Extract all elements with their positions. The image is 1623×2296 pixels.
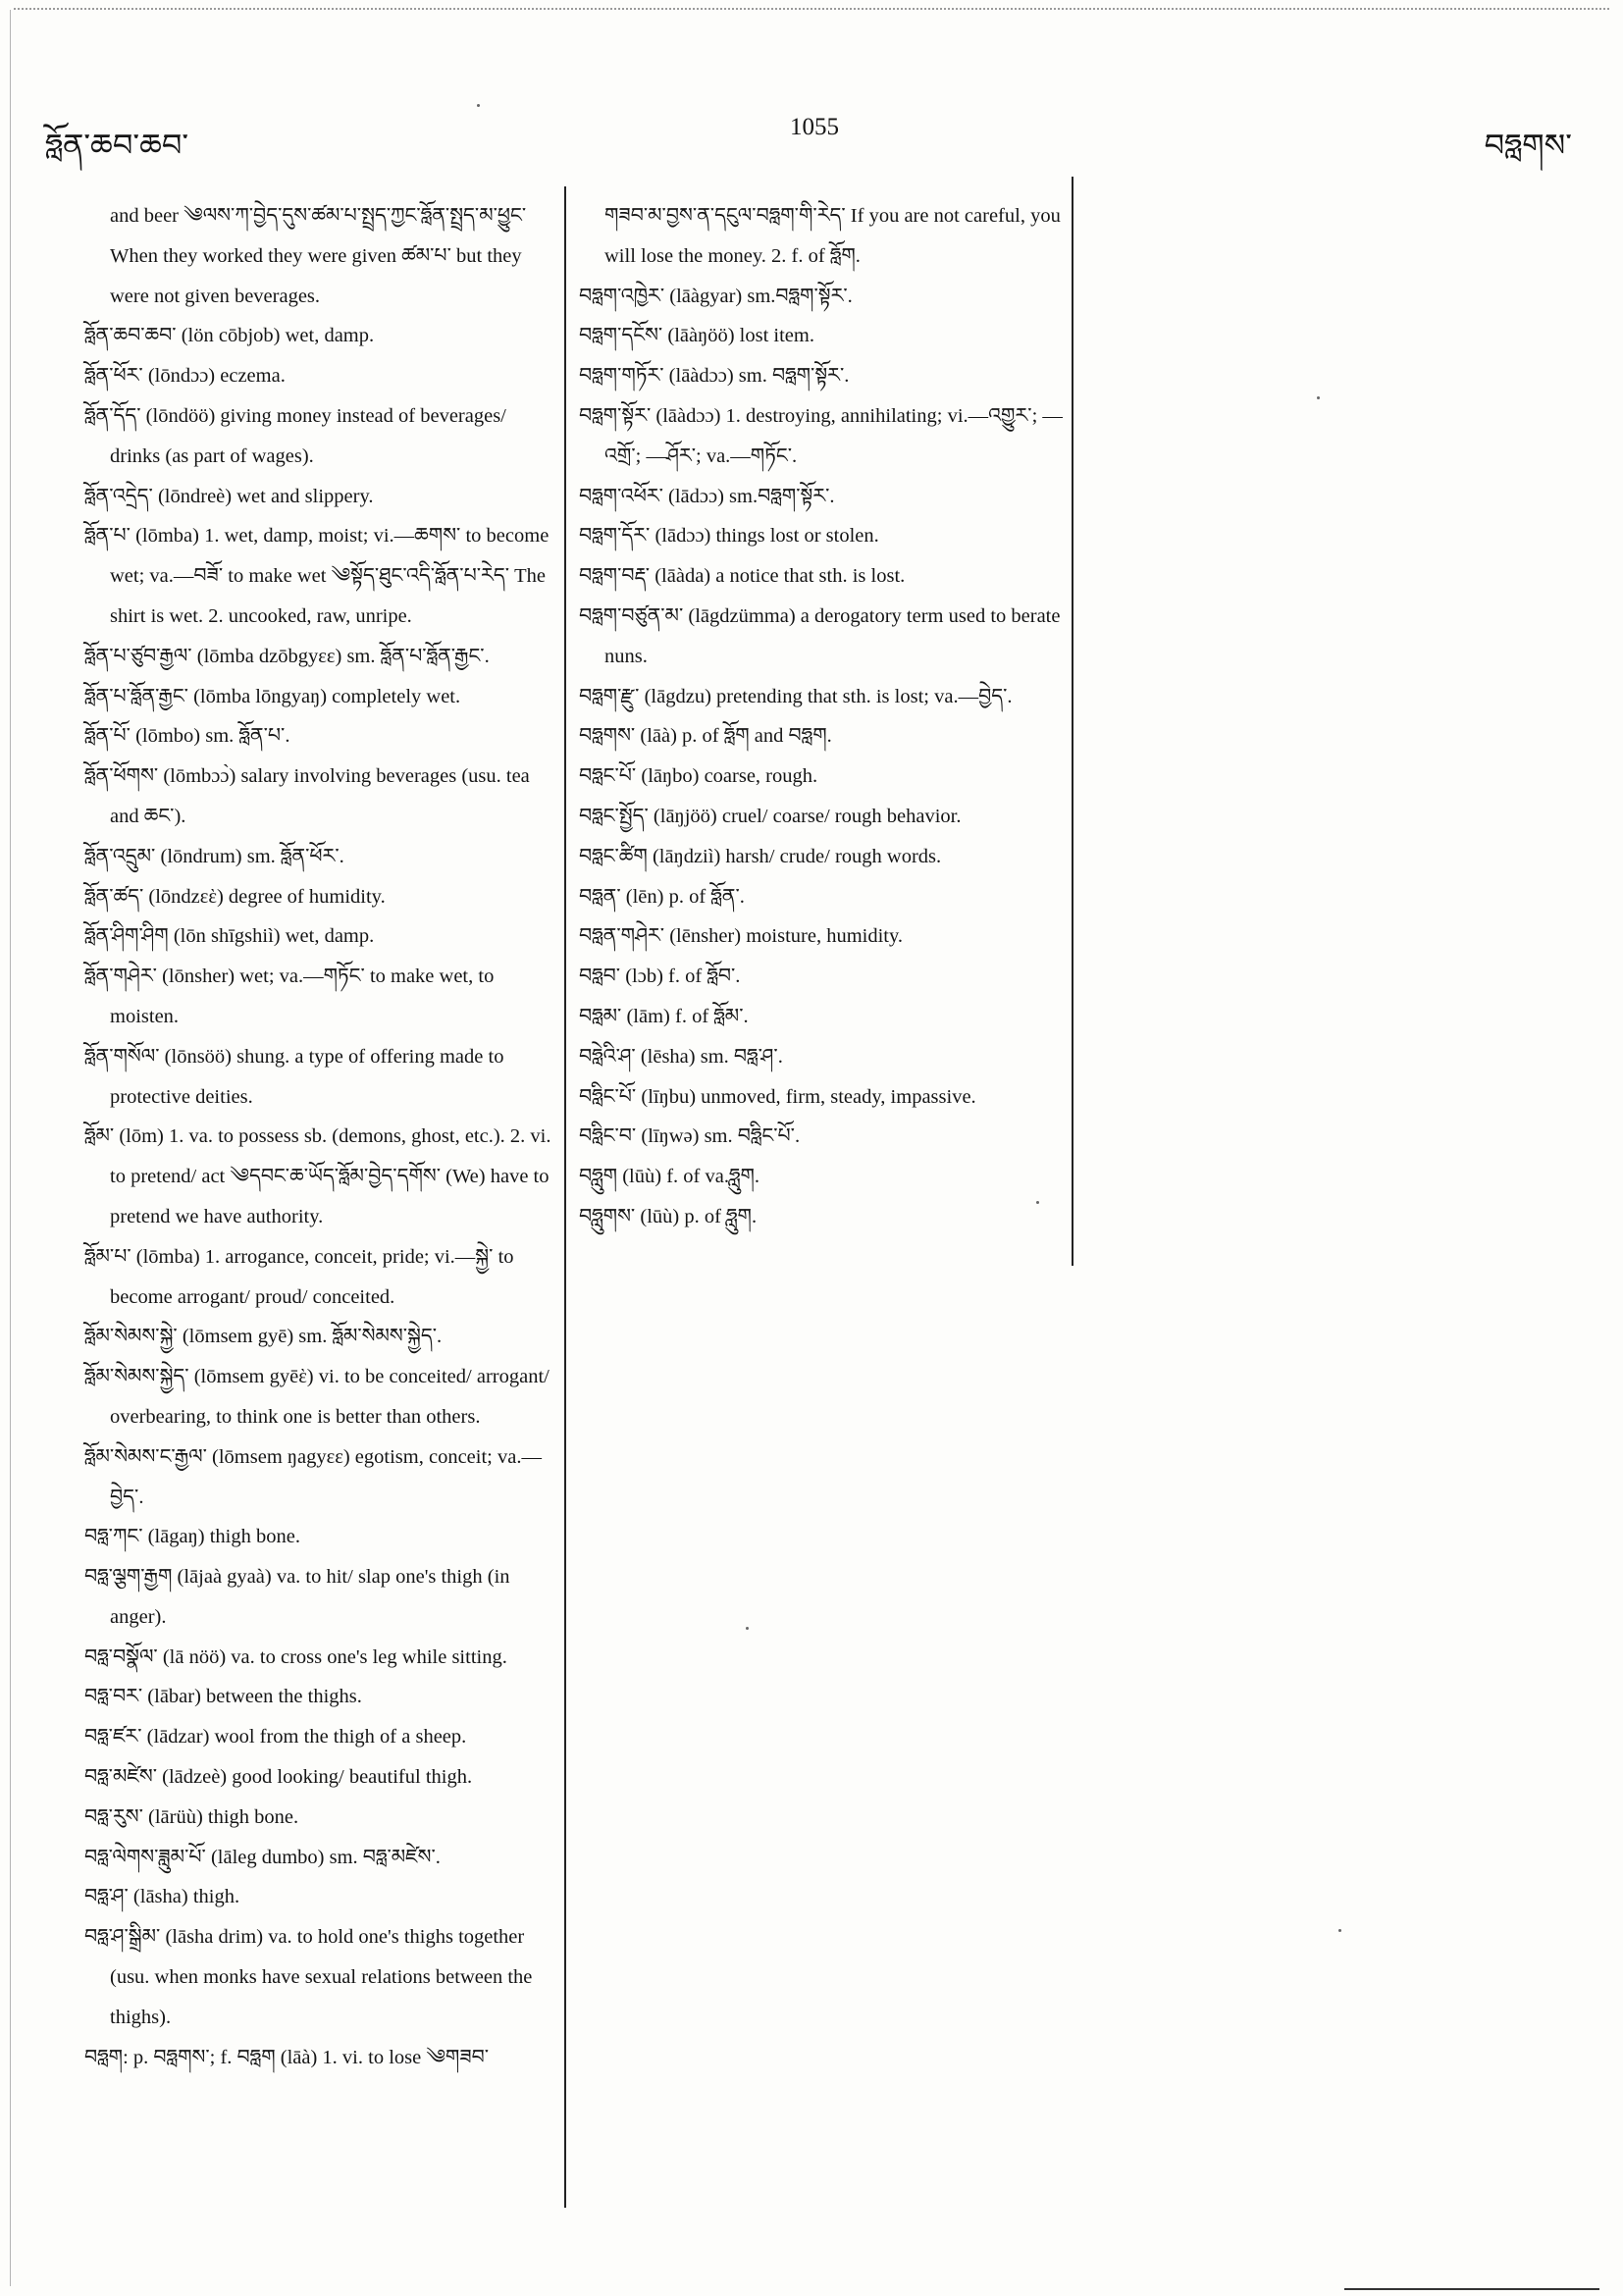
dictionary-entry: ཧློན་ཕོར་ (lōndɔɔ) eczema.: [84, 365, 286, 388]
dictionary-entry: ཧློན་ཚད་ (lōndzεὲ) degree of humidity.: [84, 885, 386, 908]
dictionary-entry: བཧླིང་པོ་ (līŋbu) unmoved, firm, steady, impassive.: [579, 1085, 976, 1108]
dictionary-entry: ཧློན་འདྲེད་ (lōndreè) wet and slippery.: [84, 485, 374, 507]
dictionary-entry: བཧླམ་ (lām) f. of ཧློམ་.: [579, 1005, 749, 1027]
bottom-scan-line: [1344, 2288, 1599, 2290]
dictionary-entry: ཧློན་པོ་ (lōmbo) sm. ཧློན་པ་.: [84, 725, 290, 748]
column-divider-left: [564, 186, 566, 2208]
dictionary-entry: ཧློན་འདྲུམ་ (lōndrum) sm. ཧློན་ཕོར་.: [84, 845, 344, 867]
dictionary-entry: ཧློན་གསོལ་ (lōnsöö) shung. a type of offering made to protective deities.: [84, 1045, 504, 1108]
dictionary-entry: བཧླག་དོར་ (lādɔɔ) things lost or stolen.: [579, 525, 879, 548]
dictionary-entry: བཧླིང་བ་ (līŋwə) sm. བཧླིང་པོ་.: [579, 1125, 801, 1148]
dictionary-entry: བཧླུག (lūù) f. of va.ཧླུག.: [579, 1166, 760, 1188]
dictionary-entry: བཧླབ་ (lɔb) f. of ཧློབ་.: [579, 965, 741, 988]
dictionary-entry: བཧླག་རྫུ་ (lāgdzu) pretending that sth. is lost; va.—བྱེད་.: [579, 685, 1013, 707]
scan-speck: [1036, 1201, 1039, 1204]
dictionary-entry: ཧློན་ཆབ་ཆབ་ (lön cōbjob) wet, damp.: [84, 325, 375, 347]
dictionary-entry: བཧླག་འཕོར་ (lādɔɔ) sm.བཧླག་སྟོར་.: [579, 485, 835, 507]
dictionary-entry: བཧླེའི་ཤ་ (lēsha) sm. བཧླ་ཤ་.: [579, 1045, 783, 1068]
dictionary-entry: ཧློམ་ (lōm) 1. va. to possess sb. (demons, ghost, etc.). 2. vi. to pretend/ act ༄དབང་ཆ་ཡོད་ཧློམ་བྱེད་དགོས་ (We) have to pretend we have authority.: [84, 1125, 551, 1227]
dictionary-entry: བཧླ་ཤ་ (lāsha) thigh.: [84, 1886, 240, 1908]
dictionary-entry: ཧློན་པ་ (lōmba) 1. wet, damp, moist; vi.—ཆགས་ to become wet; va.—བཟོ་ to make wet ༄སྟོད་ཐུང་འདི་ཧློན་པ་རེད་ The shirt is wet. 2. uncooked, raw, unripe.: [84, 525, 550, 627]
right-column: [579, 196, 1070, 1237]
dictionary-entry: and beer ༄ལས་ཀ་བྱེད་དུས་ཚམ་པ་སྤྲད་ཀྱང་ཧློན་སྤྲད་མ་ཕྱུང་ When they worked they were given ཚམ་པ་ but they were not given beverages.: [110, 205, 527, 307]
dictionary-entry: བཧླ་རུས་ (lārüù) thigh bone.: [84, 1805, 299, 1828]
dictionary-entry: ཧློན་ཕོགས་ (lōmbɔɔ̀) salary involving beverages (usu. tea and ཆང་).: [84, 765, 530, 827]
dictionary-entry: ཧློན་པ་ཙུབ་རྒྱལ་ (lōmba dzōbgyεε) sm. ཧློན་པ་ཧློན་རྒྱང་.: [84, 645, 490, 667]
dictionary-entry: བཧླག་འཁྱེར་ (lāàgyar) sm.བཧླག་སྟོར་.: [579, 285, 853, 307]
dictionary-entry: བཧླ་ལེགས་ཟླུམ་པོ་ (lāleg dumbo) sm. བཧླ་མཛེས་.: [84, 1846, 441, 1868]
dictionary-entry: ཧློན་དོད་ (lōndöö) giving money instead of beverages/ drinks (as part of wages).: [84, 404, 506, 467]
dictionary-entry: ཧློམ་སེམས་སྐྱེད་ (lōmsem gyēὲ) vi. to be conceited/ arrogant/ overbearing, to think one is better than others.: [84, 1366, 550, 1428]
dictionary-entry: བཧླང་སྤྱོད་ (lāŋjöö) cruel/ coarse/ rough behavior.: [579, 805, 962, 827]
dictionary-entry: བཧླང་པོ་ (lāŋbo) coarse, rough.: [579, 765, 818, 788]
scan-speck: [1338, 1929, 1341, 1932]
left-margin-line: [10, 10, 11, 2286]
dictionary-entry: ཧློམ་སེམས་སྐྱེ་ (lōmsem gyē) sm. ཧློམ་སེམས་སྐྱེད་.: [84, 1326, 443, 1348]
dictionary-entry: བཧླ་མཛེས་ (lādzeè) good looking/ beautiful thigh.: [84, 1766, 473, 1789]
header-left-headword: ཧློན་ཆབ་ཆབ་: [45, 127, 189, 164]
dictionary-entry: ཧློམ་པ་ (lōmba) 1. arrogance, conceit, pride; vi.—སྐྱེ་ to become arrogant/ proud/ conceited.: [84, 1245, 514, 1308]
dictionary-entry: བཧླ་ཀང་ (lāgaŋ) thigh bone.: [84, 1526, 300, 1548]
left-column: [84, 196, 555, 2077]
page-number: 1055: [790, 114, 839, 140]
column-divider-right: [1072, 177, 1073, 1266]
dictionary-entry: བཧླག་དངོས་ (lāàŋöö) lost item.: [579, 325, 814, 347]
dictionary-entry: བཧླ་བསྣོལ་ (lā nöö) va. to cross one's leg while sitting.: [84, 1645, 507, 1668]
dictionary-entry: ཧློན་ཤིག་ཤིག (lōn shīgshiì) wet, damp.: [84, 925, 375, 948]
dictionary-entry: བཧླ་བར་ (lābar) between the thighs.: [84, 1686, 362, 1708]
dictionary-entry: ཧློན་པ་ཧློན་རྒྱང་ (lōmba lōngyaŋ) completely wet.: [84, 685, 461, 707]
dictionary-entry: བཧླག་བརྡ་ (lāàda) a notice that sth. is lost.: [579, 565, 906, 588]
dictionary-entry: བཧླག: p. བཧླགས་; f. བཧླག (lāà) 1. vi. to lose ༄གཟབ་: [84, 2046, 490, 2068]
dictionary-entry: བཧླུགས་ (lūù) p. of ཧླུག.: [579, 1205, 758, 1227]
dictionary-entry: བཧླ་ལྕག་རྒྱག (lājaà gyaà) va. to hit/ slap one's thigh (in anger).: [84, 1566, 510, 1628]
dictionary-entry: བཧླང་ཚིག (lāŋdziì) harsh/ crude/ rough words.: [579, 845, 942, 867]
dictionary-entry: ཧློན་གཤེར་ (lōnsher) wet; va.—གཏོང་ to make wet, to moisten.: [84, 965, 495, 1027]
dictionary-entry: བཧླ་ཤ་སྒྲིམ་ (lāsha drim) va. to hold one's thighs together (usu. when monks have sexual relations between the thighs).: [84, 1926, 533, 2028]
dictionary-entry: བཧླག་གཏོར་ (lāàdɔɔ) sm. བཧླག་སྟོར་.: [579, 365, 850, 388]
dictionary-entry: གཟབ་མ་བྱས་ན་དངུལ་བཧླག་གི་རེད་ If you are not careful, you will lose the money. 2. f. of ཧློག.: [604, 205, 1061, 267]
dictionary-entry: བཧླགས་ (lāà) p. of ཧློག and བཧླག.: [579, 725, 832, 748]
dictionary-entry: ཧློམ་སེམས་ང་རྒྱལ་ (lōmsem ŋagyεε) egotism, conceit; va.—བྱེད་.: [84, 1445, 542, 1508]
dictionary-entry: བཧླན་གཤེར་ (lēnsher) moisture, humidity.: [579, 925, 904, 948]
scan-speck: [477, 104, 480, 107]
scan-speck: [746, 1627, 749, 1630]
scan-speck: [1317, 396, 1320, 399]
dictionary-entry: བཧླག་བཙུན་མ་ (lāgdzümma) a derogatory term used to berate nuns.: [579, 604, 1061, 667]
top-scan-rule: [14, 8, 1609, 10]
dictionary-entry: བཧླན་ (lēn) p. of ཧློན་.: [579, 885, 745, 908]
dictionary-entry: བཧླག་སྟོར་ (lāàdɔɔ) 1. destroying, annihilating; vi.—འགྱུར་; —འགྲོ་; —ཤོར་; va.—གཏོང་.: [579, 404, 1063, 467]
header-right-headword: བཧླགས་: [1484, 127, 1572, 164]
dictionary-entry: བཧླ་ཛར་ (lādzar) wool from the thigh of a sheep.: [84, 1726, 467, 1748]
